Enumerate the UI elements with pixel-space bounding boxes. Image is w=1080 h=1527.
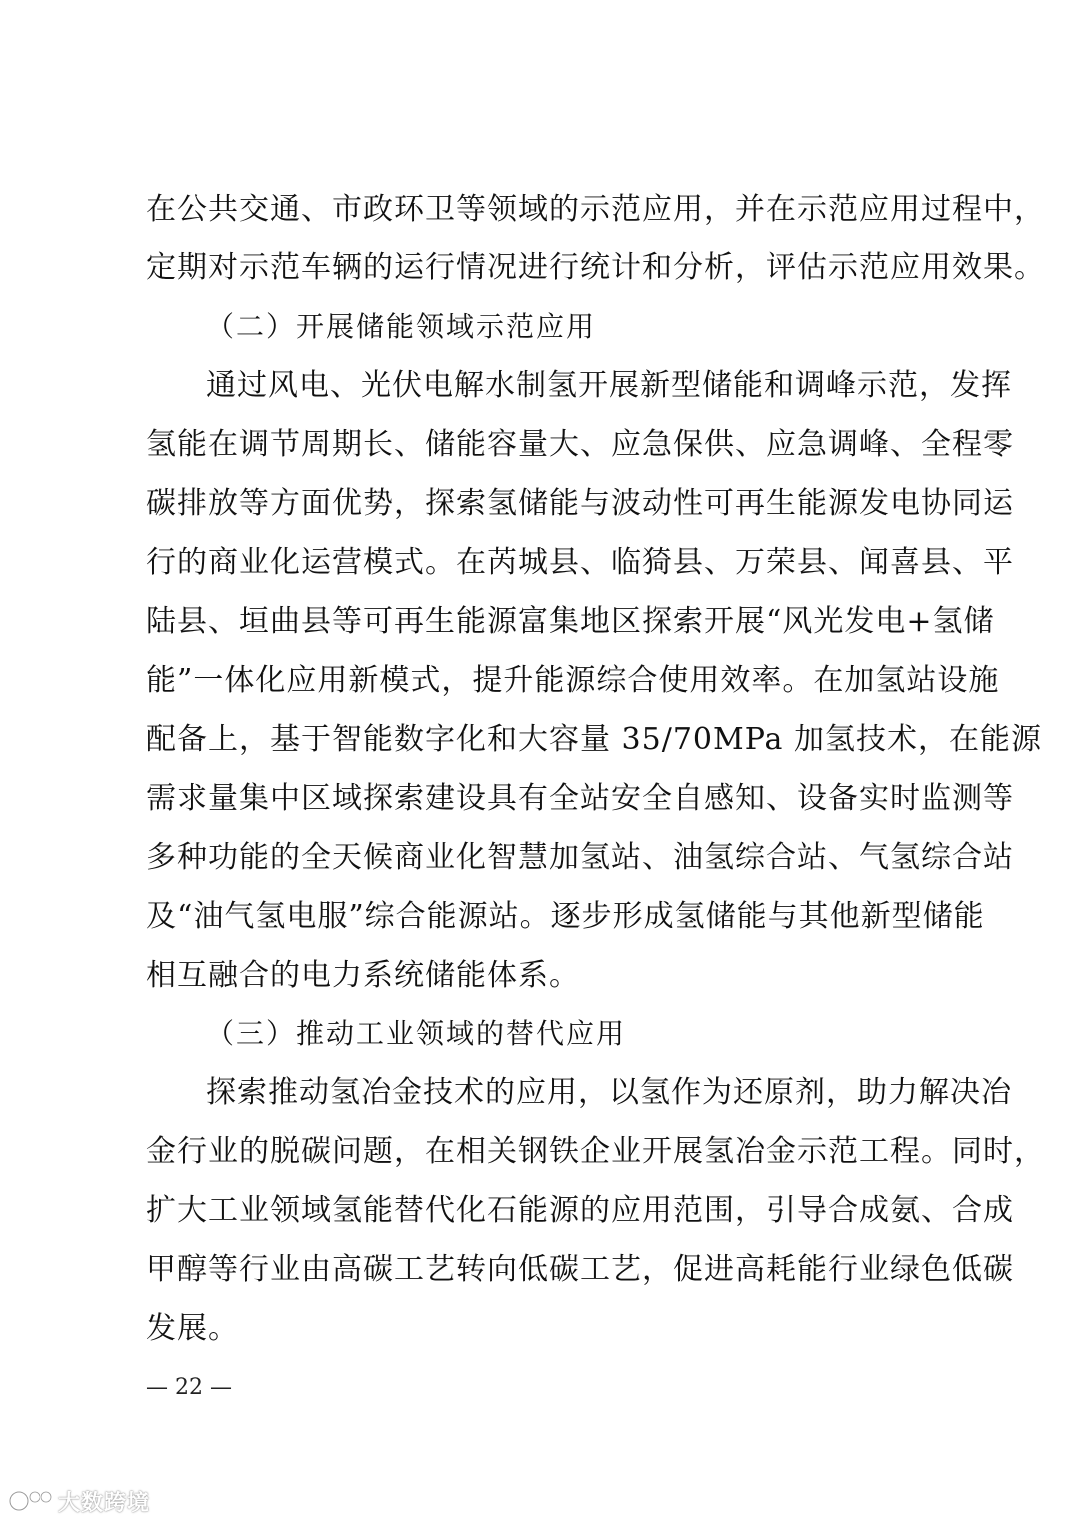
paragraph-line: 需求量集中区域探索建设具有全站安全自感知、设备实时监测等 bbox=[146, 781, 1014, 816]
page-number: — 22 — bbox=[146, 1375, 232, 1400]
paragraph-line: 配备上，基于智能数字化和大容量 35/70MPa 加氢技术，在能源 bbox=[146, 722, 1042, 757]
paragraph-line: 定期对示范车辆的运行情况进行统计和分析，评估示范应用效果。 bbox=[146, 250, 1045, 285]
paragraph-line: 在公共交通、市政环卫等领域的示范应用，并在示范应用过程中， bbox=[146, 192, 1045, 227]
paragraph-line: 通过风电、光伏电解水制氢开展新型储能和调峰示范，发挥 bbox=[206, 368, 1012, 403]
watermark-text: 大数跨境 bbox=[58, 1490, 151, 1516]
paragraph-line: 行的商业化运营模式。在芮城县、临猗县、万荣县、闻喜县、平 bbox=[146, 545, 1014, 580]
paragraph-line: 金行业的脱碳问题，在相关钢铁企业开展氢冶金示范工程。同时， bbox=[146, 1134, 1045, 1169]
paragraph-line: 相互融合的电力系统储能体系。 bbox=[146, 958, 580, 993]
paragraph-line: 陆县、垣曲县等可再生能源富集地区探索开展“风光发电+氢储 bbox=[146, 604, 995, 639]
paragraph-line: 探索推动氢冶金技术的应用，以氢作为还原剂，助力解决冶 bbox=[206, 1075, 1012, 1110]
section-heading-2: （二）开展储能领域示范应用 bbox=[206, 310, 597, 343]
paragraph-line: 碳排放等方面优势，探索氢储能与波动性可再生能源发电协同运 bbox=[146, 486, 1014, 521]
watermark bbox=[8, 1483, 150, 1519]
paragraph-line: 及“油气氢电服”综合能源站。逐步形成氢储能与其他新型储能 bbox=[146, 899, 985, 934]
paragraph-line: 能”一体化应用新模式，提升能源综合使用效率。在加氢站设施 bbox=[146, 663, 1000, 698]
paragraph-line: 氢能在调节周期长、储能容量大、应急保供、应急调峰、全程零 bbox=[146, 427, 1014, 462]
paragraph-line: 多种功能的全天候商业化智慧加氢站、油氢综合站、气氢综合站 bbox=[146, 840, 1014, 875]
paragraph-line: 发展。 bbox=[146, 1311, 239, 1346]
paragraph-line: 扩大工业领域氢能替代化石能源的应用范围，引导合成氨、合成 bbox=[146, 1193, 1014, 1228]
section-heading-3: （三）推动工业领域的替代应用 bbox=[206, 1017, 627, 1050]
paragraph-line: 甲醇等行业由高碳工艺转向低碳工艺，促进高耗能行业绿色低碳 bbox=[146, 1252, 1014, 1287]
brand-logo-icon bbox=[8, 1486, 54, 1516]
